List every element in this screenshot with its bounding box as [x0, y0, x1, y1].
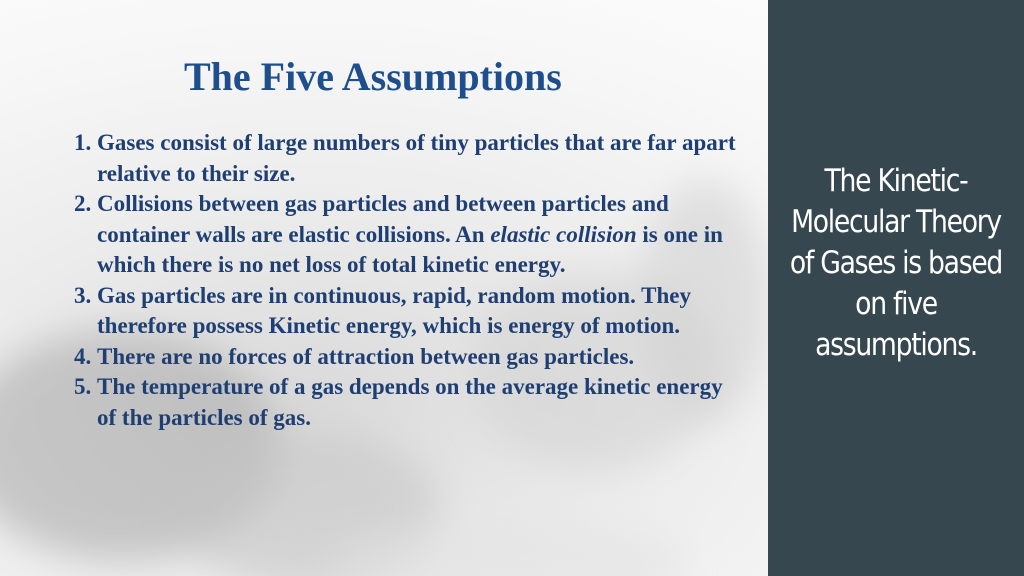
list-item-text: is one in which there is no net loss of total kinetic energy. [97, 221, 723, 277]
assumptions-list [50, 128, 740, 433]
list-item [97, 372, 740, 433]
list-item [97, 342, 740, 373]
list-item-text: The temperature of a gas depends on the average kinetic energy of the particles of gas. [97, 374, 723, 430]
slide-content [50, 52, 740, 433]
sidebar-panel [768, 0, 1024, 576]
list-item-text: There are no forces of attraction between gas particles. [97, 343, 635, 369]
list-item-text: Gases consist of large numbers of tiny particles that are far apart relative to their size. [97, 130, 736, 186]
list-item-text: Collisions between gas particles and between particles and container walls are elastic collisions. An [97, 191, 669, 247]
list-item [97, 128, 740, 189]
sidebar-text: The Kinetic-Molecular Theory of Gases is based on five assumptions. [789, 162, 1003, 363]
emphasized-term: elastic collision [490, 221, 637, 247]
slide-title: The Five Assumptions [184, 54, 562, 99]
list-item [97, 189, 740, 281]
list-item-text: Gas particles are in continuous, rapid, random motion. They therefore possess Kinetic energy, which is energy of motion. [97, 282, 692, 338]
list-item [97, 281, 740, 342]
